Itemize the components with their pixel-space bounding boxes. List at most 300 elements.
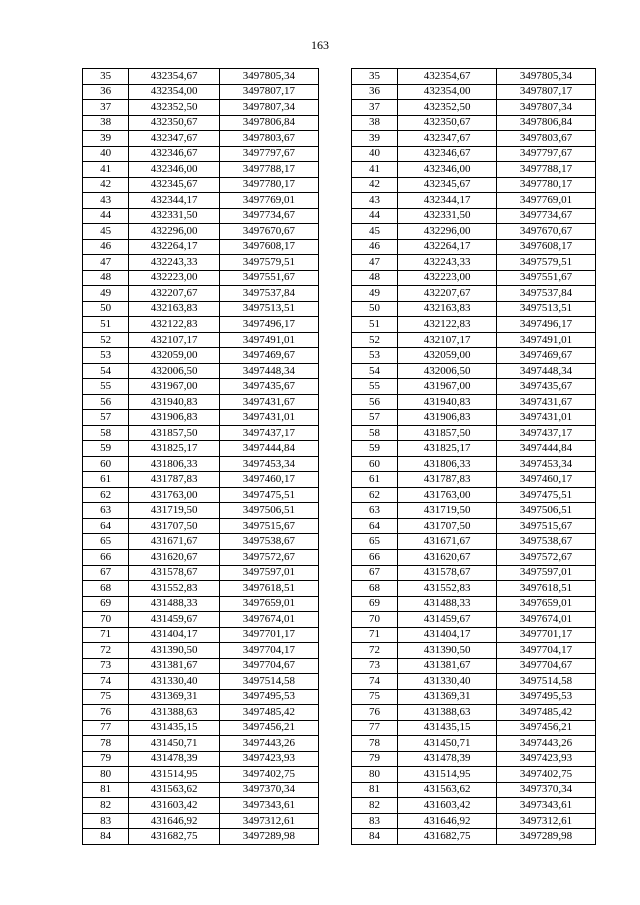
right-point-number: 83 [351, 813, 397, 829]
right-point-number: 84 [351, 829, 397, 845]
right-y-coordinate: 3497608,17 [497, 239, 596, 255]
left-point-number: 45 [83, 224, 129, 240]
left-point-number: 59 [83, 441, 129, 457]
table-row [83, 270, 596, 286]
right-y-coordinate: 3497597,01 [497, 565, 596, 581]
right-point-number: 71 [351, 627, 397, 643]
left-y-coordinate: 3497289,98 [219, 829, 318, 845]
right-point-number: 66 [351, 549, 397, 565]
left-x-coordinate: 432354,00 [129, 84, 220, 100]
column-gap [318, 596, 351, 612]
left-point-number: 81 [83, 782, 129, 798]
right-x-coordinate: 432352,50 [398, 100, 497, 116]
right-point-number: 63 [351, 503, 397, 519]
column-gap [318, 658, 351, 674]
column-gap [318, 379, 351, 395]
right-x-coordinate: 432243,33 [398, 255, 497, 271]
left-x-coordinate: 431906,83 [129, 410, 220, 426]
left-x-coordinate: 432347,67 [129, 131, 220, 147]
right-x-coordinate: 432331,50 [398, 208, 497, 224]
right-point-number: 76 [351, 705, 397, 721]
right-x-coordinate: 431940,83 [398, 394, 497, 410]
column-gap [318, 239, 351, 255]
right-y-coordinate: 3497312,61 [497, 813, 596, 829]
left-point-number: 71 [83, 627, 129, 643]
right-x-coordinate: 431763,00 [398, 487, 497, 503]
column-gap [318, 549, 351, 565]
left-y-coordinate: 3497431,67 [219, 394, 318, 410]
left-y-coordinate: 3497514,58 [219, 674, 318, 690]
right-x-coordinate: 431825,17 [398, 441, 497, 457]
right-point-number: 79 [351, 751, 397, 767]
right-y-coordinate: 3497495,53 [497, 689, 596, 705]
right-y-coordinate: 3497289,98 [497, 829, 596, 845]
left-point-number: 61 [83, 472, 129, 488]
table-row [83, 255, 596, 271]
right-y-coordinate: 3497701,17 [497, 627, 596, 643]
right-point-number: 50 [351, 301, 397, 317]
right-y-coordinate: 3497402,75 [497, 767, 596, 783]
column-gap [318, 581, 351, 597]
right-point-number: 41 [351, 162, 397, 178]
left-y-coordinate: 3497807,17 [219, 84, 318, 100]
column-gap [318, 534, 351, 550]
column-gap [318, 487, 351, 503]
left-y-coordinate: 3497485,42 [219, 705, 318, 721]
table-row [83, 193, 596, 209]
table-row [83, 69, 596, 85]
table-row [83, 549, 596, 565]
left-x-coordinate: 431404,17 [129, 627, 220, 643]
left-y-coordinate: 3497435,67 [219, 379, 318, 395]
table-row [83, 518, 596, 534]
right-y-coordinate: 3497491,01 [497, 332, 596, 348]
column-gap [318, 131, 351, 147]
left-x-coordinate: 431646,92 [129, 813, 220, 829]
table-row [83, 286, 596, 302]
right-point-number: 53 [351, 348, 397, 364]
table-row [83, 177, 596, 193]
column-gap [318, 115, 351, 131]
right-y-coordinate: 3497514,58 [497, 674, 596, 690]
column-gap [318, 565, 351, 581]
column-gap [318, 782, 351, 798]
left-y-coordinate: 3497312,61 [219, 813, 318, 829]
left-y-coordinate: 3497443,26 [219, 736, 318, 752]
column-gap [318, 193, 351, 209]
table-row [83, 767, 596, 783]
right-y-coordinate: 3497803,67 [497, 131, 596, 147]
right-y-coordinate: 3497807,17 [497, 84, 596, 100]
left-x-coordinate: 432346,00 [129, 162, 220, 178]
right-point-number: 81 [351, 782, 397, 798]
right-x-coordinate: 431967,00 [398, 379, 497, 395]
left-y-coordinate: 3497734,67 [219, 208, 318, 224]
right-y-coordinate: 3497572,67 [497, 549, 596, 565]
table-row [83, 84, 596, 100]
left-y-coordinate: 3497506,51 [219, 503, 318, 519]
left-x-coordinate: 432264,17 [129, 239, 220, 255]
right-x-coordinate: 432163,83 [398, 301, 497, 317]
left-x-coordinate: 432207,67 [129, 286, 220, 302]
column-gap [318, 410, 351, 426]
right-x-coordinate: 432059,00 [398, 348, 497, 364]
left-point-number: 41 [83, 162, 129, 178]
right-y-coordinate: 3497513,51 [497, 301, 596, 317]
right-y-coordinate: 3497423,93 [497, 751, 596, 767]
left-point-number: 40 [83, 146, 129, 162]
right-x-coordinate: 431563,62 [398, 782, 497, 798]
right-point-number: 45 [351, 224, 397, 240]
left-x-coordinate: 431682,75 [129, 829, 220, 845]
column-gap [318, 224, 351, 240]
left-y-coordinate: 3497444,84 [219, 441, 318, 457]
left-x-coordinate: 432122,83 [129, 317, 220, 333]
right-point-number: 56 [351, 394, 397, 410]
column-gap [318, 84, 351, 100]
right-x-coordinate: 431404,17 [398, 627, 497, 643]
column-gap [318, 348, 351, 364]
left-y-coordinate: 3497537,84 [219, 286, 318, 302]
right-y-coordinate: 3497704,17 [497, 643, 596, 659]
right-x-coordinate: 432264,17 [398, 239, 497, 255]
table-row [83, 581, 596, 597]
left-y-coordinate: 3497495,53 [219, 689, 318, 705]
table-row [83, 627, 596, 643]
table-row [83, 441, 596, 457]
column-gap [318, 317, 351, 333]
right-point-number: 48 [351, 270, 397, 286]
left-point-number: 69 [83, 596, 129, 612]
column-gap [318, 332, 351, 348]
left-x-coordinate: 432006,50 [129, 363, 220, 379]
table-row [83, 379, 596, 395]
right-point-number: 57 [351, 410, 397, 426]
column-gap [318, 162, 351, 178]
left-y-coordinate: 3497491,01 [219, 332, 318, 348]
column-gap [318, 705, 351, 721]
left-y-coordinate: 3497704,17 [219, 643, 318, 659]
left-point-number: 52 [83, 332, 129, 348]
column-gap [318, 177, 351, 193]
left-y-coordinate: 3497806,84 [219, 115, 318, 131]
right-y-coordinate: 3497469,67 [497, 348, 596, 364]
right-x-coordinate: 431388,63 [398, 705, 497, 721]
right-point-number: 62 [351, 487, 397, 503]
right-y-coordinate: 3497618,51 [497, 581, 596, 597]
left-point-number: 44 [83, 208, 129, 224]
table-row [83, 658, 596, 674]
column-gap [318, 751, 351, 767]
left-point-number: 82 [83, 798, 129, 814]
left-y-coordinate: 3497475,51 [219, 487, 318, 503]
right-point-number: 72 [351, 643, 397, 659]
left-x-coordinate: 431671,67 [129, 534, 220, 550]
left-point-number: 80 [83, 767, 129, 783]
right-y-coordinate: 3497515,67 [497, 518, 596, 534]
right-y-coordinate: 3497797,67 [497, 146, 596, 162]
column-gap [318, 503, 351, 519]
right-point-number: 69 [351, 596, 397, 612]
left-x-coordinate: 432331,50 [129, 208, 220, 224]
left-point-number: 54 [83, 363, 129, 379]
right-y-coordinate: 3497538,67 [497, 534, 596, 550]
left-y-coordinate: 3497456,21 [219, 720, 318, 736]
left-y-coordinate: 3497469,67 [219, 348, 318, 364]
right-y-coordinate: 3497443,26 [497, 736, 596, 752]
table-row [83, 565, 596, 581]
table-row [83, 146, 596, 162]
right-y-coordinate: 3497431,67 [497, 394, 596, 410]
table-row [83, 689, 596, 705]
left-x-coordinate: 431450,71 [129, 736, 220, 752]
left-y-coordinate: 3497803,67 [219, 131, 318, 147]
left-y-coordinate: 3497343,61 [219, 798, 318, 814]
right-point-number: 49 [351, 286, 397, 302]
right-point-number: 78 [351, 736, 397, 752]
right-x-coordinate: 432345,67 [398, 177, 497, 193]
right-x-coordinate: 432296,00 [398, 224, 497, 240]
left-x-coordinate: 432296,00 [129, 224, 220, 240]
right-x-coordinate: 432346,00 [398, 162, 497, 178]
right-y-coordinate: 3497506,51 [497, 503, 596, 519]
left-point-number: 53 [83, 348, 129, 364]
left-x-coordinate: 432344,17 [129, 193, 220, 209]
left-y-coordinate: 3497496,17 [219, 317, 318, 333]
left-y-coordinate: 3497608,17 [219, 239, 318, 255]
left-y-coordinate: 3497513,51 [219, 301, 318, 317]
left-y-coordinate: 3497579,51 [219, 255, 318, 271]
left-x-coordinate: 431514,95 [129, 767, 220, 783]
left-point-number: 37 [83, 100, 129, 116]
table-row [83, 643, 596, 659]
left-y-coordinate: 3497460,17 [219, 472, 318, 488]
column-gap [318, 100, 351, 116]
right-x-coordinate: 431857,50 [398, 425, 497, 441]
left-point-number: 50 [83, 301, 129, 317]
right-point-number: 70 [351, 612, 397, 628]
left-point-number: 67 [83, 565, 129, 581]
left-point-number: 58 [83, 425, 129, 441]
left-x-coordinate: 432243,33 [129, 255, 220, 271]
right-y-coordinate: 3497551,67 [497, 270, 596, 286]
left-x-coordinate: 431806,33 [129, 456, 220, 472]
left-y-coordinate: 3497701,17 [219, 627, 318, 643]
column-gap [318, 612, 351, 628]
left-point-number: 51 [83, 317, 129, 333]
right-x-coordinate: 431578,67 [398, 565, 497, 581]
left-x-coordinate: 431825,17 [129, 441, 220, 457]
left-x-coordinate: 431369,31 [129, 689, 220, 705]
left-y-coordinate: 3497538,67 [219, 534, 318, 550]
right-y-coordinate: 3497807,34 [497, 100, 596, 116]
column-gap [318, 208, 351, 224]
left-x-coordinate: 431388,63 [129, 705, 220, 721]
left-y-coordinate: 3497423,93 [219, 751, 318, 767]
left-x-coordinate: 431330,40 [129, 674, 220, 690]
left-y-coordinate: 3497805,34 [219, 69, 318, 85]
left-y-coordinate: 3497659,01 [219, 596, 318, 612]
right-x-coordinate: 431450,71 [398, 736, 497, 752]
column-gap [318, 394, 351, 410]
column-gap [318, 255, 351, 271]
right-point-number: 51 [351, 317, 397, 333]
left-x-coordinate: 431719,50 [129, 503, 220, 519]
left-point-number: 63 [83, 503, 129, 519]
right-point-number: 43 [351, 193, 397, 209]
right-y-coordinate: 3497475,51 [497, 487, 596, 503]
right-x-coordinate: 432354,00 [398, 84, 497, 100]
right-point-number: 64 [351, 518, 397, 534]
right-x-coordinate: 431514,95 [398, 767, 497, 783]
right-x-coordinate: 431707,50 [398, 518, 497, 534]
left-point-number: 43 [83, 193, 129, 209]
table-row [83, 472, 596, 488]
column-gap [318, 69, 351, 85]
right-point-number: 52 [351, 332, 397, 348]
right-y-coordinate: 3497370,34 [497, 782, 596, 798]
left-point-number: 60 [83, 456, 129, 472]
left-x-coordinate: 431620,67 [129, 549, 220, 565]
right-y-coordinate: 3497780,17 [497, 177, 596, 193]
right-point-number: 37 [351, 100, 397, 116]
right-y-coordinate: 3497496,17 [497, 317, 596, 333]
left-x-coordinate: 432163,83 [129, 301, 220, 317]
right-point-number: 67 [351, 565, 397, 581]
right-x-coordinate: 432107,17 [398, 332, 497, 348]
left-x-coordinate: 431603,42 [129, 798, 220, 814]
left-x-coordinate: 432350,67 [129, 115, 220, 131]
table-row [83, 487, 596, 503]
column-gap [318, 456, 351, 472]
left-x-coordinate: 431967,00 [129, 379, 220, 395]
left-x-coordinate: 431381,67 [129, 658, 220, 674]
column-gap [318, 441, 351, 457]
left-x-coordinate: 431390,50 [129, 643, 220, 659]
left-point-number: 77 [83, 720, 129, 736]
right-x-coordinate: 431552,83 [398, 581, 497, 597]
left-y-coordinate: 3497453,34 [219, 456, 318, 472]
table-row [83, 301, 596, 317]
column-gap [318, 425, 351, 441]
column-gap [318, 472, 351, 488]
left-point-number: 55 [83, 379, 129, 395]
left-point-number: 76 [83, 705, 129, 721]
left-x-coordinate: 431435,15 [129, 720, 220, 736]
left-point-number: 78 [83, 736, 129, 752]
right-x-coordinate: 431646,92 [398, 813, 497, 829]
column-gap [318, 674, 351, 690]
left-point-number: 56 [83, 394, 129, 410]
right-point-number: 61 [351, 472, 397, 488]
column-gap [318, 146, 351, 162]
coordinates-table [82, 68, 596, 845]
left-y-coordinate: 3497780,17 [219, 177, 318, 193]
column-gap [318, 813, 351, 829]
table-row [83, 720, 596, 736]
right-point-number: 40 [351, 146, 397, 162]
right-point-number: 35 [351, 69, 397, 85]
right-point-number: 82 [351, 798, 397, 814]
right-x-coordinate: 431682,75 [398, 829, 497, 845]
left-y-coordinate: 3497572,67 [219, 549, 318, 565]
table-row [83, 425, 596, 441]
right-y-coordinate: 3497485,42 [497, 705, 596, 721]
left-x-coordinate: 432223,00 [129, 270, 220, 286]
left-x-coordinate: 431763,00 [129, 487, 220, 503]
right-y-coordinate: 3497704,67 [497, 658, 596, 674]
table-row [83, 798, 596, 814]
right-x-coordinate: 431620,67 [398, 549, 497, 565]
right-point-number: 38 [351, 115, 397, 131]
right-y-coordinate: 3497670,67 [497, 224, 596, 240]
left-y-coordinate: 3497674,01 [219, 612, 318, 628]
left-point-number: 46 [83, 239, 129, 255]
right-point-number: 60 [351, 456, 397, 472]
right-y-coordinate: 3497806,84 [497, 115, 596, 131]
right-y-coordinate: 3497444,84 [497, 441, 596, 457]
right-point-number: 42 [351, 177, 397, 193]
left-x-coordinate: 431787,83 [129, 472, 220, 488]
right-point-number: 47 [351, 255, 397, 271]
left-point-number: 38 [83, 115, 129, 131]
left-y-coordinate: 3497807,34 [219, 100, 318, 116]
right-point-number: 39 [351, 131, 397, 147]
left-y-coordinate: 3497551,67 [219, 270, 318, 286]
right-y-coordinate: 3497431,01 [497, 410, 596, 426]
left-point-number: 66 [83, 549, 129, 565]
table-row [83, 782, 596, 798]
right-x-coordinate: 431330,40 [398, 674, 497, 690]
column-gap [318, 363, 351, 379]
right-x-coordinate: 431478,39 [398, 751, 497, 767]
right-point-number: 68 [351, 581, 397, 597]
right-x-coordinate: 432347,67 [398, 131, 497, 147]
right-x-coordinate: 432354,67 [398, 69, 497, 85]
left-y-coordinate: 3497769,01 [219, 193, 318, 209]
column-gap [318, 736, 351, 752]
column-gap [318, 689, 351, 705]
left-y-coordinate: 3497437,17 [219, 425, 318, 441]
table-row [83, 705, 596, 721]
table-row [83, 394, 596, 410]
right-point-number: 65 [351, 534, 397, 550]
table-row [83, 751, 596, 767]
table-row [83, 332, 596, 348]
right-y-coordinate: 3497448,34 [497, 363, 596, 379]
right-point-number: 58 [351, 425, 397, 441]
column-gap [318, 798, 351, 814]
right-y-coordinate: 3497674,01 [497, 612, 596, 628]
left-x-coordinate: 431488,33 [129, 596, 220, 612]
right-x-coordinate: 431787,83 [398, 472, 497, 488]
column-gap [318, 627, 351, 643]
table-row [83, 503, 596, 519]
right-point-number: 77 [351, 720, 397, 736]
right-point-number: 36 [351, 84, 397, 100]
left-x-coordinate: 431578,67 [129, 565, 220, 581]
table-row [83, 208, 596, 224]
right-point-number: 59 [351, 441, 397, 457]
column-gap [318, 767, 351, 783]
right-y-coordinate: 3497805,34 [497, 69, 596, 85]
table-row [83, 348, 596, 364]
right-point-number: 54 [351, 363, 397, 379]
table-row [83, 674, 596, 690]
right-x-coordinate: 431381,67 [398, 658, 497, 674]
right-y-coordinate: 3497456,21 [497, 720, 596, 736]
table-row [83, 596, 596, 612]
